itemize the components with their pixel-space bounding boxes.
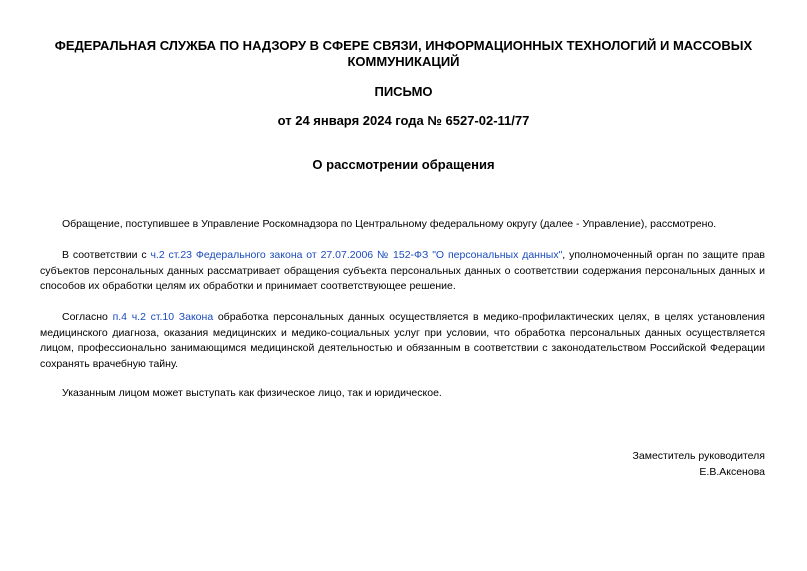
paragraph-3-lead: Согласно <box>62 311 113 323</box>
document-date-number: от 24 января 2024 года № 6527-02-11/77 <box>277 113 530 128</box>
signatory-name: Е.В.Аксенова <box>699 466 765 478</box>
paragraph-2 <box>40 248 765 295</box>
paragraph-2-rest: , уполномоченный орган по защите прав субъектов персональных данных рассматривает обращения субъекта персональных данных о соответствии содержания персональных данных и способов их обработки целям их обработки и принимает соответствующее решение. <box>40 249 765 292</box>
law-152-fz-link[interactable]: ч.2 ст.23 Федерального закона от 27.07.2006 № 152-ФЗ "О персональных данных" <box>150 249 563 261</box>
paragraph-3-rest: обработка персональных данных осуществляется в медико-профилактических целях, в целях установления медицинского диагноза, оказания медицинских и медико-социальных услуг при условии, что обработка персональных данных осуществляется лицом, профессионально занимающимся медицинской деятельностью и обязанным в соответствии с законодательством Российской Федерации сохранять врачебную тайну. <box>40 311 765 370</box>
signatory-position: Заместитель руководителя <box>632 450 765 462</box>
paragraph-3 <box>40 310 765 372</box>
paragraph-1: Обращение, поступившее в Управление Роскомнадзора по Центральному федеральному округу (далее - Управление), рассмотрено. <box>62 218 717 230</box>
document-type: ПИСЬМО <box>374 84 433 99</box>
signature-block <box>633 448 765 480</box>
law-article-10-link[interactable]: п.4 ч.2 ст.10 Закона <box>112 311 214 323</box>
paragraph-2-lead: В соответствии с <box>62 249 151 261</box>
paragraph-4: Указанным лицом может выступать как физическое лицо, так и юридическое. <box>62 387 442 399</box>
document-subject: О рассмотрении обращения <box>312 157 495 172</box>
agency-name: ФЕДЕРАЛЬНАЯ СЛУЖБА ПО НАДЗОРУ В СФЕРЕ СВЯЗИ, ИНФОРМАЦИОННЫХ ТЕХНОЛОГИЙ И МАССОВЫХ КОММУНИКАЦИЙ <box>54 38 753 69</box>
